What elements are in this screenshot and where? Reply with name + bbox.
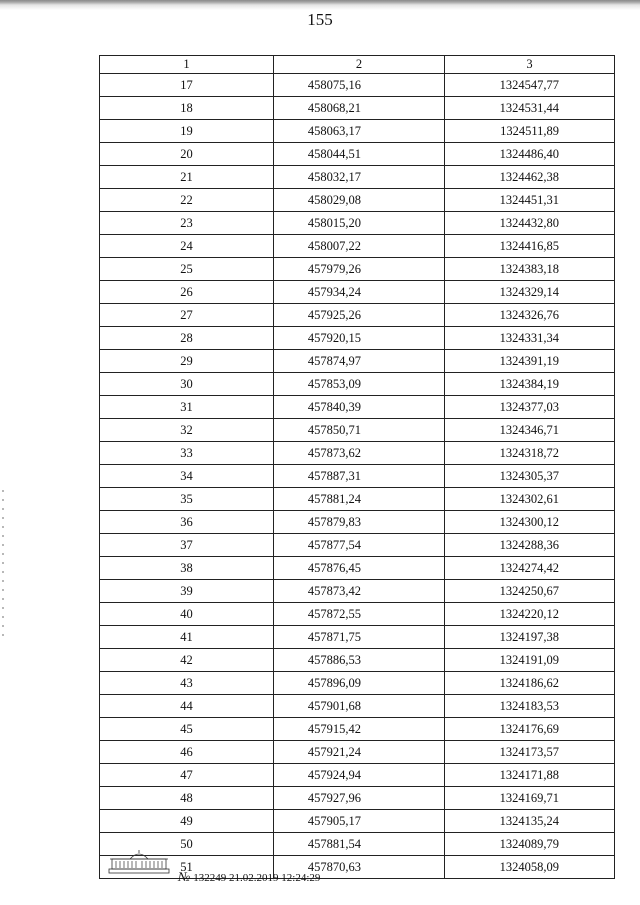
point-number-cell: 46 [100,741,274,764]
table-row [100,764,615,787]
y-coordinate-cell: 1324197,38 [445,626,615,649]
column-header-y: 3 [445,56,615,74]
document-number-date: 132249 21.02.2019 12:24:29 [193,872,321,884]
table-header-row [100,56,615,74]
x-coordinate-cell: 457873,42 [274,580,445,603]
point-number-cell: 22 [100,189,274,212]
point-number-cell: 29 [100,350,274,373]
y-coordinate-cell: 1324274,42 [445,557,615,580]
y-coordinate-cell: 1324326,76 [445,304,615,327]
table-row [100,120,615,143]
y-coordinate-cell: 1324171,88 [445,764,615,787]
y-coordinate-cell: 1324089,79 [445,833,615,856]
x-coordinate-cell: 457874,97 [274,350,445,373]
table-row [100,603,615,626]
point-number-cell: 30 [100,373,274,396]
coordinates-table [99,55,615,879]
x-coordinate-cell: 457979,26 [274,258,445,281]
point-number-cell: 40 [100,603,274,626]
point-number-cell: 20 [100,143,274,166]
x-coordinate-cell: 457887,31 [274,465,445,488]
y-coordinate-cell: 1324384,19 [445,373,615,396]
table-row [100,787,615,810]
x-coordinate-cell: 458044,51 [274,143,445,166]
x-coordinate-cell: 457879,83 [274,511,445,534]
point-number-cell: 39 [100,580,274,603]
y-coordinate-cell: 1324302,61 [445,488,615,511]
x-coordinate-cell: 457853,09 [274,373,445,396]
y-coordinate-cell: 1324305,37 [445,465,615,488]
point-number-cell: 18 [100,97,274,120]
y-coordinate-cell: 1324191,09 [445,649,615,672]
point-number-cell: 36 [100,511,274,534]
table-row [100,304,615,327]
point-number-cell: 27 [100,304,274,327]
y-coordinate-cell: 1324346,71 [445,419,615,442]
table-row [100,557,615,580]
y-coordinate-cell: 1324176,69 [445,718,615,741]
column-header-x: 2 [274,56,445,74]
x-coordinate-cell: 458068,21 [274,97,445,120]
point-number-cell: 43 [100,672,274,695]
point-number-cell: 34 [100,465,274,488]
table-row [100,488,615,511]
table-row [100,833,615,856]
point-number-cell: 49 [100,810,274,833]
x-coordinate-cell: 458075,16 [274,74,445,97]
table-row [100,212,615,235]
point-number-cell: 45 [100,718,274,741]
y-coordinate-cell: 1324135,24 [445,810,615,833]
y-coordinate-cell: 1324318,72 [445,442,615,465]
table-row [100,465,615,488]
point-number-cell: 26 [100,281,274,304]
x-coordinate-cell: 457905,17 [274,810,445,833]
table-row [100,649,615,672]
table-row [100,580,615,603]
point-number-cell: 17 [100,74,274,97]
x-coordinate-cell: 458015,20 [274,212,445,235]
table-row [100,189,615,212]
y-coordinate-cell: 1324220,12 [445,603,615,626]
point-number-cell: 38 [100,557,274,580]
y-coordinate-cell: 1324432,80 [445,212,615,235]
x-coordinate-cell: 457921,24 [274,741,445,764]
x-coordinate-cell: 457927,96 [274,787,445,810]
y-coordinate-cell: 1324451,31 [445,189,615,212]
x-coordinate-cell: 457920,15 [274,327,445,350]
page-number: 155 [307,10,333,29]
table-row [100,97,615,120]
table-row [100,350,615,373]
point-number-cell: 23 [100,212,274,235]
y-coordinate-cell: 1324169,71 [445,787,615,810]
point-number-cell: 33 [100,442,274,465]
point-number-cell: 24 [100,235,274,258]
x-coordinate-cell: 457925,26 [274,304,445,327]
x-coordinate-cell: 458029,08 [274,189,445,212]
y-coordinate-cell: 1324391,19 [445,350,615,373]
x-coordinate-cell: 457934,24 [274,281,445,304]
point-number-cell: 47 [100,764,274,787]
x-coordinate-cell: 457873,62 [274,442,445,465]
point-number-cell: 35 [100,488,274,511]
point-number-cell: 44 [100,695,274,718]
x-coordinate-cell: 458032,17 [274,166,445,189]
table-row [100,695,615,718]
x-coordinate-cell: 457881,54 [274,833,445,856]
x-coordinate-cell: 457924,94 [274,764,445,787]
point-number-cell: 51 [100,856,274,879]
table-row [100,534,615,557]
table-row [100,626,615,649]
y-coordinate-cell: 1324329,14 [445,281,615,304]
table-row [100,856,615,879]
column-header-number: 1 [100,56,274,74]
x-coordinate-cell: 457881,24 [274,488,445,511]
point-number-cell: 19 [100,120,274,143]
x-coordinate-cell: 457871,75 [274,626,445,649]
point-number-cell: 48 [100,787,274,810]
y-coordinate-cell: 1324462,38 [445,166,615,189]
y-coordinate-cell: 1324173,57 [445,741,615,764]
x-coordinate-cell: 457886,53 [274,649,445,672]
point-number-cell: 28 [100,327,274,350]
table-row [100,442,615,465]
x-coordinate-cell: 457850,71 [274,419,445,442]
point-number-cell: 25 [100,258,274,281]
y-coordinate-cell: 1324183,53 [445,695,615,718]
table-row [100,327,615,350]
x-coordinate-cell: 457876,45 [274,557,445,580]
y-coordinate-cell: 1324547,77 [445,74,615,97]
y-coordinate-cell: 1324300,12 [445,511,615,534]
x-coordinate-cell: 458007,22 [274,235,445,258]
y-coordinate-cell: 1324250,67 [445,580,615,603]
point-number-cell: 21 [100,166,274,189]
x-coordinate-cell: 457840,39 [274,396,445,419]
table-row [100,258,615,281]
table-row [100,810,615,833]
point-number-cell: 41 [100,626,274,649]
table-row [100,741,615,764]
point-number-cell: 42 [100,649,274,672]
point-number-cell: 31 [100,396,274,419]
x-coordinate-cell: 457915,42 [274,718,445,741]
x-coordinate-cell: 457870,63 [274,856,445,879]
y-coordinate-cell: 1324331,34 [445,327,615,350]
table-row [100,672,615,695]
y-coordinate-cell: 1324377,03 [445,396,615,419]
table-row [100,281,615,304]
number-sign: № [178,869,191,884]
table-row [100,396,615,419]
scan-margin-marks [2,490,4,640]
y-coordinate-cell: 1324416,85 [445,235,615,258]
point-number-cell: 37 [100,534,274,557]
table-row [100,166,615,189]
y-coordinate-cell: 1324383,18 [445,258,615,281]
scan-edge-artifact [0,0,640,10]
table-row [100,419,615,442]
y-coordinate-cell: 1324058,09 [445,856,615,879]
building-stamp-icon [108,848,170,874]
x-coordinate-cell: 458063,17 [274,120,445,143]
table-row [100,511,615,534]
y-coordinate-cell: 1324511,89 [445,120,615,143]
y-coordinate-cell: 1324186,62 [445,672,615,695]
x-coordinate-cell: 457872,55 [274,603,445,626]
x-coordinate-cell: 457877,54 [274,534,445,557]
table-row [100,143,615,166]
y-coordinate-cell: 1324531,44 [445,97,615,120]
x-coordinate-cell: 457901,68 [274,695,445,718]
table-row [100,718,615,741]
y-coordinate-cell: 1324288,36 [445,534,615,557]
point-number-cell: 50 [100,833,274,856]
table-row [100,235,615,258]
y-coordinate-cell: 1324486,40 [445,143,615,166]
table-row [100,373,615,396]
table-row [100,74,615,97]
document-registration-info [178,869,320,885]
point-number-cell: 32 [100,419,274,442]
x-coordinate-cell: 457896,09 [274,672,445,695]
